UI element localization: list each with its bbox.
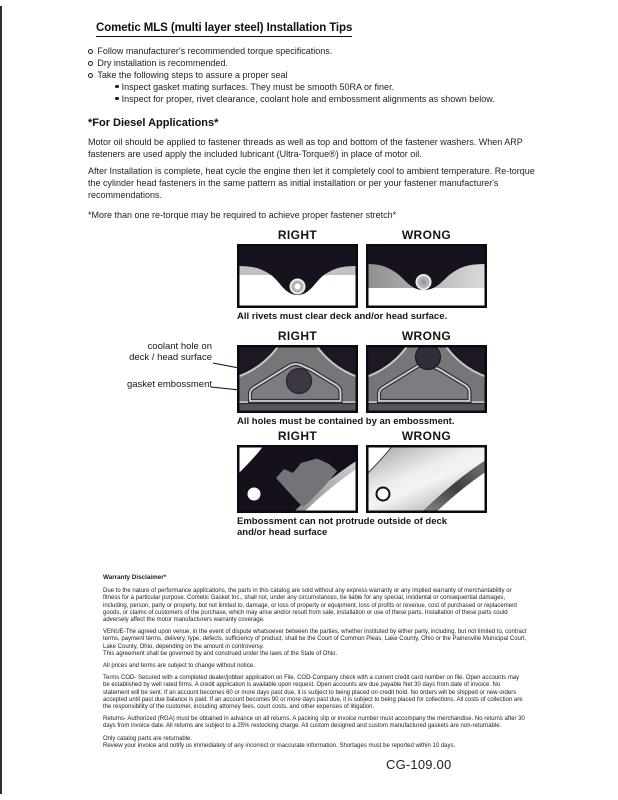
diesel-paragraph: After Installation is complete, heat cycle the engine then let it completely cool to ambient temperature. Re-torque the cylinder head fasteners in the same pattern as initial installation or per your fastener manufacturer's recommendations.	[88, 166, 535, 200]
wrong-label: WRONG	[401, 228, 452, 242]
tip-item	[88, 69, 495, 81]
tip-text: Follow manufacturer's recommended torque specifications.	[97, 46, 333, 56]
right-label: RIGHT	[277, 228, 318, 242]
figure-row-rivets	[237, 228, 487, 322]
sub-tip-item	[115, 93, 495, 105]
figure-boxes	[237, 345, 487, 413]
warranty-paragraph: This agreement shall be governed by and construed under the laws of the State of Ohio.	[103, 650, 338, 657]
figure-row-embossment	[237, 429, 487, 538]
figure-holes-right	[237, 345, 358, 413]
warranty-paragraph: VENUE-The agreed upon venue, in the event of dispute whatsoever between the parties, whether instituted by either party, including, but not limited to, contract terms, payment terms, delivery, type, defects, sufficiency of product, shall be the Court of Common Pleas, Lake County, Ohio or the Painesville Municipal Court, Lake County, Ohio, depending on the amount in controversy.	[103, 629, 527, 650]
figure-boxes	[237, 244, 487, 308]
warranty-paragraph: Due to the nature of performance applications, the parts in this catalog are sold without any express warranty or any implied warranty of merchantability or fitness for a particular purpose. Cometic Gasket Inc., shall not, under any circumstances, be liable for any special, incidental or consequential damages, including, person, party or property, but not limited to, damage, or loss of property or equipment, loss of profits or revenue, cost of purchased or replacement goods, or claims of customers of the purchase, which may arise and/or result from sale, installation or use of these parts. Installation of these parts could adversely affect the motor manufacturers warranty coverage.	[103, 588, 518, 624]
warranty-paragraph: Review your invoice and notify us immediately of any incorrect or inaccurate information. Shortages must be reported within 10 days.	[103, 742, 456, 749]
diesel-applications-heading: *For Diesel Applications*	[88, 117, 219, 129]
figure-caption-embossment	[237, 516, 487, 538]
figure-row-holes	[237, 329, 487, 427]
warranty-section	[103, 574, 527, 750]
tip-text: Take the following steps to assure a proper seal	[97, 70, 288, 80]
figure-labels	[237, 329, 487, 343]
figure-labels	[237, 228, 487, 242]
tip-item	[88, 45, 495, 57]
tip-text: Dry installation is recommended.	[97, 58, 228, 68]
filled-bullet-icon	[115, 85, 119, 89]
document-code: CG-109.00	[386, 757, 452, 772]
right-label: RIGHT	[277, 329, 318, 343]
sub-tip-item	[115, 81, 495, 93]
page-edge-line	[0, 6, 2, 794]
warranty-paragraph: Terms COD- Secured with a completed dealer/jobber application on File, COD-Company check with a current credit card number on file. Open accounts may be established by well rated firms. A credit application is available upon request. Open accounts are due payable Net 30 days from date of invoice. No statement will be sent. If an account becomes 60 or more days past due, it is subject to being placed on credit hold. No orders will be shipped or new orders accepted until past due balance is paid. If an account becomes 90 or more days past due, it is subject to being placed for collections. All costs of collection are the responsibility of the customer, including attorney fees, court costs, and other expenses of litigation.	[103, 675, 523, 711]
wrong-label: WRONG	[401, 429, 452, 443]
figure-caption-rivets: All rivets must clear deck and/or head surface.	[237, 311, 448, 322]
retorque-note: *More than one re-torque may be required to achieve proper fastener stretch*	[88, 210, 397, 220]
figure-caption-holes: All holes must be contained by an embossment.	[237, 416, 455, 427]
page-title: Cometic MLS (multi layer steel) Installation Tips	[96, 22, 352, 37]
warranty-paragraph: All prices and terms are subject to change without notice.	[103, 663, 255, 670]
figure-holes-wrong	[366, 345, 487, 413]
callout-text: coolant hole on	[147, 341, 212, 352]
figure-embossment-right	[237, 445, 358, 513]
caption-line: and/or head surface	[237, 527, 328, 538]
installation-tips-list	[88, 45, 495, 105]
open-bullet-icon	[88, 49, 93, 54]
figure-labels	[237, 429, 487, 443]
warranty-paragraph: Only catalog parts are returnable.	[103, 735, 193, 742]
figure-rivets-right	[237, 244, 358, 308]
callout-text: deck / head surface	[129, 352, 212, 363]
warranty-heading: Warranty Disclaimer*	[103, 574, 167, 581]
open-bullet-icon	[88, 61, 93, 66]
tip-item	[88, 57, 495, 69]
sub-tip-text: Inspect for proper, rivet clearance, coolant hole and embossment alignments as shown below.	[121, 94, 495, 104]
open-bullet-icon	[88, 73, 93, 78]
sub-tip-text: Inspect gasket mating surfaces. They must be smooth 50RA or finer.	[121, 82, 395, 92]
figure-rivets-wrong	[366, 244, 487, 308]
warranty-paragraph: Returns- Authorized (RGA) must be obtained in advance on all returns. A packing slip or invoice number must accompany the merchandise. No returns after 30 days from invoice date. All returns are subject to a 25% restocking charge. All custom designed and custom manufactured gaskets are non-returnable.	[103, 716, 525, 730]
wrong-label: WRONG	[401, 329, 452, 343]
figure-boxes	[237, 445, 487, 513]
figure-embossment-wrong	[366, 445, 487, 513]
filled-bullet-icon	[115, 97, 119, 101]
callout-gasket-embossment: gasket embossment	[126, 379, 212, 390]
right-label: RIGHT	[277, 429, 318, 443]
diesel-paragraph: Motor oil should be applied to fastener threads as well as top and bottom of the fastener washers. When ARP fasteners are used apply the included lubricant (Ultra-Torque®) in place of motor oil.	[88, 137, 523, 159]
caption-line: Embossment can not protrude outside of deck	[237, 516, 448, 527]
